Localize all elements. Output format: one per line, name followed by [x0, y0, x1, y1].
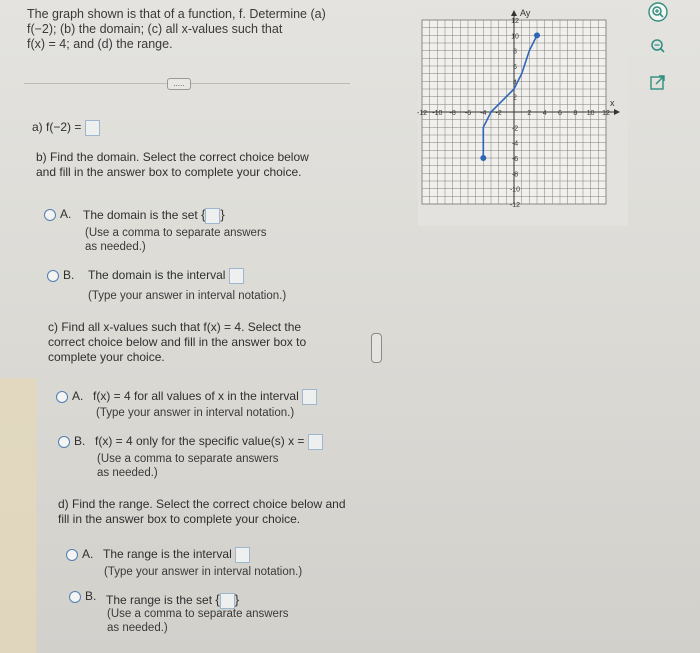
- x-tick-label: -2: [495, 110, 502, 117]
- right-brace: }: [234, 592, 240, 607]
- part-b-prompt: [36, 150, 309, 180]
- prompt-line: b) Find the domain. Select the correct choice below: [36, 150, 309, 164]
- option-letter: A.: [82, 547, 94, 561]
- part-a: [32, 120, 100, 136]
- x-tick-label: 6: [558, 110, 562, 117]
- hint-line: (Use a comma to separate answers: [107, 608, 289, 620]
- hint-line: as needed.): [85, 241, 146, 253]
- part-a-label: a) f(−2) =: [32, 120, 82, 135]
- option-text: The range is the interval: [103, 547, 232, 562]
- left-brace: {: [201, 207, 206, 222]
- part-c-prompt: [48, 320, 306, 365]
- panel-resize-handle[interactable]: [371, 333, 382, 363]
- part-b-option-b-radio[interactable]: [47, 270, 59, 282]
- prompt-line: fill in the answer box to complete your choice.: [58, 512, 301, 526]
- y-tick-label: 6: [513, 64, 517, 71]
- part-d-option-b-radio[interactable]: [69, 591, 81, 603]
- popout-icon[interactable]: [648, 73, 668, 93]
- prompt-line: correct choice below and fill in the answer box to: [48, 335, 307, 349]
- option-hint: [97, 452, 279, 480]
- hint-line: (Use a comma to separate answers: [97, 453, 279, 465]
- question-text: [27, 7, 357, 52]
- x-tick-label: -6: [464, 110, 472, 117]
- left-brace: {: [215, 592, 220, 607]
- question-line: f(−2); (b) the domain; (c) all x-values such that: [27, 22, 283, 36]
- option-text: The range is the set: [106, 593, 213, 607]
- part-d-option-a-text: [103, 547, 250, 563]
- y-tick-label: -8: [511, 171, 519, 179]
- function-graph: [418, 6, 628, 226]
- hint-line: (Type your answer in interval notation.): [96, 407, 295, 419]
- option-text: f(x) = 4 for all values of x in the interval: [93, 389, 299, 404]
- y-tick-label: -10: [509, 186, 521, 194]
- option-hint: [96, 406, 294, 420]
- prompt-line: c) Find all x-values such that f(x) = 4. Select the: [48, 320, 302, 334]
- option-text: The domain is the interval: [88, 268, 226, 283]
- part-b-option-a-text: [83, 207, 225, 224]
- prompt-line: d) Find the range. Select the correct choice below and: [58, 497, 346, 511]
- part-a-answer-input[interactable]: [85, 120, 100, 136]
- x-tick-label: 2: [527, 110, 532, 117]
- x-tick-label: 10: [586, 110, 595, 117]
- endpoint-dot: [534, 32, 540, 38]
- y-tick-label: 4: [513, 79, 517, 87]
- expand-button[interactable]: .....: [167, 78, 191, 90]
- part-b-option-a-radio[interactable]: [44, 209, 56, 221]
- x-tick-label: -12: [416, 110, 428, 117]
- x-tick-label: -10: [432, 110, 443, 117]
- part-c-option-b-text: [95, 434, 323, 450]
- x-tick-label: 12: [602, 110, 610, 117]
- zoom-in-icon[interactable]: [648, 2, 668, 22]
- hint-line: (Type your answer in interval notation.): [88, 290, 287, 302]
- question-line: The graph shown is that of a function, f. Determine (a): [27, 7, 326, 21]
- option-hint: [107, 607, 289, 635]
- part-d-option-a-radio[interactable]: [66, 549, 78, 561]
- x-tick-label: 8: [573, 110, 578, 117]
- y-tick-label: 8: [513, 48, 517, 56]
- y-tick-label: -12: [509, 202, 521, 209]
- part-b-set-input[interactable]: [205, 208, 220, 224]
- part-b-option-b-text: [88, 268, 244, 284]
- option-letter: B.: [85, 589, 97, 603]
- option-hint: [85, 226, 267, 254]
- x-axis-label: x: [610, 98, 615, 108]
- y-tick-label: 2: [513, 94, 517, 102]
- y-tick-label: 12: [511, 18, 519, 25]
- light-glare: [0, 378, 36, 653]
- hint-line: as needed.): [107, 622, 168, 634]
- y-tick-label: 10: [511, 33, 519, 41]
- part-c-values-input[interactable]: [308, 434, 323, 450]
- part-c-option-a-text: [93, 389, 317, 405]
- option-hint: [88, 289, 286, 303]
- option-text: f(x) = 4 only for the specific value(s) x =: [95, 434, 305, 449]
- option-text: The domain is the set: [83, 208, 198, 222]
- part-d-interval-input[interactable]: [235, 547, 250, 563]
- hint-line: (Use a comma to separate answers: [85, 227, 267, 239]
- option-letter: A.: [60, 207, 72, 221]
- question-line: f(x) = 4; and (d) the range.: [27, 37, 173, 51]
- part-d-prompt: [58, 497, 346, 527]
- option-hint: [104, 565, 302, 579]
- x-tick-label: 4: [542, 110, 547, 117]
- prompt-line: complete your choice.: [48, 350, 165, 364]
- part-c-option-a-radio[interactable]: [56, 391, 68, 403]
- right-brace: }: [220, 207, 225, 222]
- option-letter: B.: [63, 268, 75, 282]
- y-axis-label: Ay: [520, 8, 531, 18]
- part-b-interval-input[interactable]: [229, 268, 244, 284]
- option-letter: A.: [72, 389, 84, 403]
- endpoint-dot: [480, 155, 486, 161]
- hint-line: as needed.): [97, 467, 158, 479]
- y-tick-label: -6: [511, 156, 519, 163]
- option-letter: B.: [74, 434, 86, 448]
- y-tick-label: -2: [511, 125, 519, 133]
- x-tick-label: -8: [449, 110, 456, 117]
- part-c-option-b-radio[interactable]: [58, 436, 70, 448]
- hint-line: (Type your answer in interval notation.): [104, 566, 303, 578]
- x-tick-label: -4: [480, 110, 487, 117]
- part-c-interval-input[interactable]: [302, 389, 317, 405]
- y-tick-label: -4: [511, 140, 519, 148]
- zoom-out-icon[interactable]: [648, 36, 668, 56]
- prompt-line: and fill in the answer box to complete your choice.: [36, 165, 302, 179]
